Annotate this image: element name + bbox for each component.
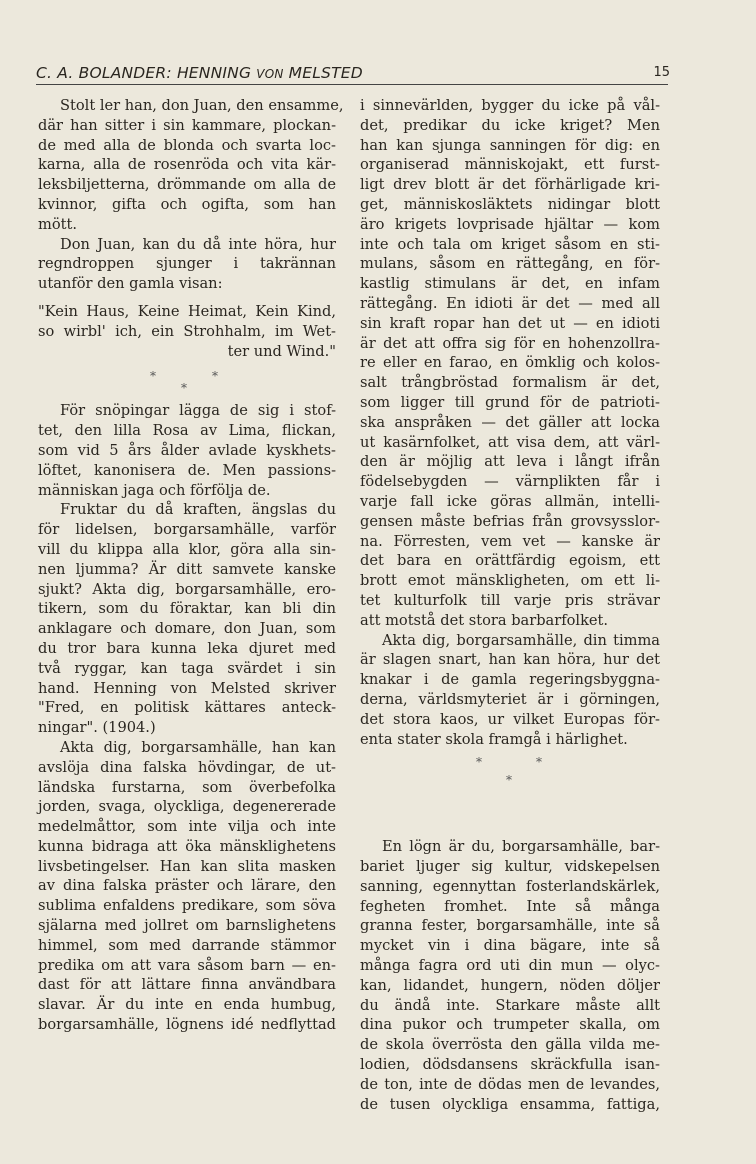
text-line: inte och tala om kriget såsom en sti- (360, 235, 660, 253)
section-divider-stars (360, 749, 660, 789)
text-line: Akta dig, borgarsamhälle, din timma (382, 631, 660, 649)
text-line: de skola överrösta den gälla vilda me- (360, 1036, 660, 1054)
spacer (38, 294, 336, 302)
text-line: i sinnevärlden, bygger du icke på vål- (360, 97, 660, 114)
text-line: den är möjlig att leva i långt ifrån (360, 453, 660, 471)
star-glyph: * (212, 369, 218, 384)
text-line: medelmåttor, som inte vilja och inte (38, 818, 336, 836)
paragraph (38, 235, 336, 294)
text-line: För snöpingar lägga de sig i stof- (60, 402, 336, 420)
text-line: leksbiljetterna, drömmande om alla de (38, 176, 336, 194)
text-line: sanning, egennyttan fosterlandskärlek, (360, 877, 660, 895)
text-line: predika om att vara såsom barn — en- (38, 956, 336, 974)
text-line: lodien, dödsdansens skräckfulla isan- (360, 1056, 660, 1074)
text-line: de tusen olyckliga ensamma, fattiga, (360, 1095, 660, 1113)
text-line: nen ljumma? Är ditt samvete kanske (38, 560, 336, 578)
text-line: ut kasärnfolket, att visa dem, att värl- (360, 433, 660, 451)
text-line: där han sitter i sin kammare, plockan- (38, 116, 336, 134)
text-line: borgarsamhälle, lögnens idé nedflyttad (38, 1016, 336, 1034)
text-line: utanför den gamla visan: (38, 275, 223, 293)
section-divider-stars (38, 361, 336, 401)
text-line: kunna bidraga att öka mänsklighetens (38, 837, 336, 855)
text-line: sjukt? Akta dig, borgarsamhälle, ero- (38, 580, 336, 598)
text-line: födelsebygden — värnplikten får i (360, 473, 660, 491)
paragraph (38, 500, 336, 738)
star-glyph: * (181, 381, 187, 396)
text-line: Fruktar du då kraften, ängslas du (60, 501, 336, 519)
text-line: han kan sjunga sanningen för dig: en (360, 136, 660, 154)
text-line: dast för att lättare finna användbara (38, 976, 336, 994)
text-line: jorden, svaga, olyckliga, degenererade (38, 798, 336, 816)
text-line: tikern, som du föraktar, kan bli din (38, 600, 336, 618)
title-part-small: VON (256, 67, 284, 81)
text-line: kan, lidandet, hungern, nöden döljer (360, 976, 660, 994)
text-line: är det att offra sig för en hohenzollra- (360, 334, 660, 352)
text-line: mycket vin i dina bägare, inte så (360, 937, 660, 955)
text-line: rättegång. En idioti är det — med all (360, 294, 660, 312)
quote-line: "Kein Haus, Keine Heimat, Kein Kind, (38, 302, 336, 320)
text-line: löftet, kanonisera de. Men passions- (38, 461, 336, 479)
text-line: organiserad människojakt, ett furst- (360, 156, 660, 174)
quote-line: so wirbl' ich, ein Strohhalm, im Wet- (38, 322, 336, 340)
quote-line: ter und Wind." (227, 342, 336, 360)
text-line: äro krigets lovprisade hjältar — kom (360, 215, 660, 233)
text-line: hand. Henning von Melsted skriver (38, 679, 336, 697)
text-line: dina pukor och trumpeter skalla, om (360, 1016, 660, 1034)
star-glyph: * (506, 773, 512, 788)
title-part: HENNING (176, 64, 257, 82)
star-glyph: * (536, 755, 542, 770)
paragraph (360, 631, 660, 750)
paragraph (38, 738, 336, 1035)
left-column (38, 96, 344, 1035)
text-line: salt trångbröstad formalism är det, (360, 374, 660, 392)
title-part: MELSTED (283, 64, 363, 82)
text-line: slavar. Är du inte en enda humbug, (38, 996, 336, 1014)
text-line: du tror bara kunna leka djuret med (38, 639, 336, 657)
text-line: Akta dig, borgarsamhälle, han kan (60, 738, 336, 756)
text-line: sublima enfaldens predikare, som söva (38, 897, 336, 915)
text-line: kastlig stimulans är det, en infam (360, 275, 660, 293)
text-line: de med alla de blonda och svarta loc- (38, 136, 336, 154)
text-line: Don Juan, kan du då inte höra, hur (60, 235, 336, 253)
text-line: det bara en orättfärdig egoism, ett (360, 552, 660, 570)
text-line: livsbetingelser. Han kan slita masken (38, 857, 336, 875)
text-line: som ligger till grund för de patrioti- (360, 393, 660, 411)
text-line: tet kulturfolk till varje pris strävar (360, 591, 660, 609)
text-line: för lidelsen, borgarsamhälle, varför (38, 521, 336, 539)
spacer (360, 789, 660, 837)
text-line: det stora kaos, ur vilket Europas för- (360, 710, 660, 728)
text-line: fegheten fromhet. Inte så många (360, 897, 660, 915)
paragraph (360, 837, 660, 1114)
text-line: av dina falska präster och lärare, den (38, 877, 336, 895)
text-line: det, predikar du icke kriget? Men (360, 116, 660, 134)
text-line: många fagra ord uti din mun — olyc- (360, 957, 660, 975)
text-line: att motstå det stora barbarfolket. (360, 611, 609, 629)
text-line: ländska furstarna, som överbefolka (38, 778, 336, 796)
text-line: En lögn är du, borgarsamhälle, bar- (382, 838, 660, 856)
text-line: enta stater skola framgå i härlighet. (360, 730, 628, 748)
right-column (360, 96, 660, 1114)
text-line: du ändå inte. Starkare måste allt (360, 996, 660, 1014)
text-line: "Fred, en politisk kättares anteck- (38, 699, 336, 717)
text-line: bariet ljuger sig kultur, vidskepelsen (360, 858, 660, 876)
text-line: karna, alla de rosenröda och vita kär- (38, 156, 336, 174)
text-line: vill du klippa alla klor, göra alla sin- (38, 540, 336, 558)
paragraph (38, 401, 336, 500)
star-glyph: * (476, 755, 482, 770)
text-line: mött. (38, 215, 77, 233)
text-line: granna fester, borgarsamhälle, inte så (360, 917, 660, 935)
text-line: två ryggar, kan taga svärdet i sin (38, 659, 336, 677)
text-line: avslöja dina falska hövdingar, de ut- (38, 758, 336, 776)
text-line: derna, världsmyteriet är i görningen, (360, 690, 660, 708)
paragraph (38, 96, 344, 235)
text-line: anklagare och domare, don Juan, som (38, 620, 336, 638)
text-line: mulans, såsom en rättegång, en för- (360, 255, 660, 273)
text-line: sin kraft ropar han det ut — en idioti (360, 314, 660, 332)
page-number: 15 (653, 65, 670, 80)
text-line: själarna med jollret om barnslighetens (38, 917, 336, 935)
text-line: ligt drev blott är det förhärligade kri- (360, 176, 660, 194)
text-line: knakar i de gamla regeringsbyggna- (360, 671, 660, 689)
text-line: de ton, inte de dödas men de levandes, (360, 1075, 660, 1093)
text-line: regndroppen sjunger i takrännan (38, 255, 336, 273)
text-line: ska anspråken — det gäller att locka (360, 413, 660, 431)
text-line: re eller en farao, en ömklig och kolos- (360, 354, 660, 372)
text-line: na. Förresten, vem vet — kanske är (360, 532, 660, 550)
text-line: människan jaga och förfölja de. (38, 481, 271, 499)
quote-block (38, 302, 336, 361)
text-line: himmel, som med darrande stämmor (38, 936, 336, 954)
text-line: gensen måste befrias från grovsysslor- (360, 512, 660, 530)
star-glyph: * (150, 369, 156, 384)
running-header (36, 62, 668, 85)
text-line: är slagen snart, han kan höra, hur det (360, 651, 660, 669)
text-line: brott emot mänskligheten, om ett li- (360, 572, 660, 590)
text-line: get, människosläktets nidingar blott (360, 195, 660, 213)
text-line: Stolt ler han, don Juan, den ensamme, (60, 97, 344, 114)
text-line: varje fall icke göras allmän, intelli- (360, 492, 660, 510)
running-head-title: C. A. BOLANDER: HENNING VON MELSTED (36, 64, 363, 82)
paragraph (360, 96, 660, 631)
author-name: C. A. BOLANDER (36, 64, 167, 82)
text-line: kvinnor, gifta och ogifta, som han (38, 195, 336, 213)
text-line: som vid 5 års ålder avlade kyskhets- (38, 441, 336, 459)
text-line: ningar". (1904.) (38, 719, 156, 737)
text-line: tet, den lilla Rosa av Lima, flickan, (38, 422, 336, 440)
